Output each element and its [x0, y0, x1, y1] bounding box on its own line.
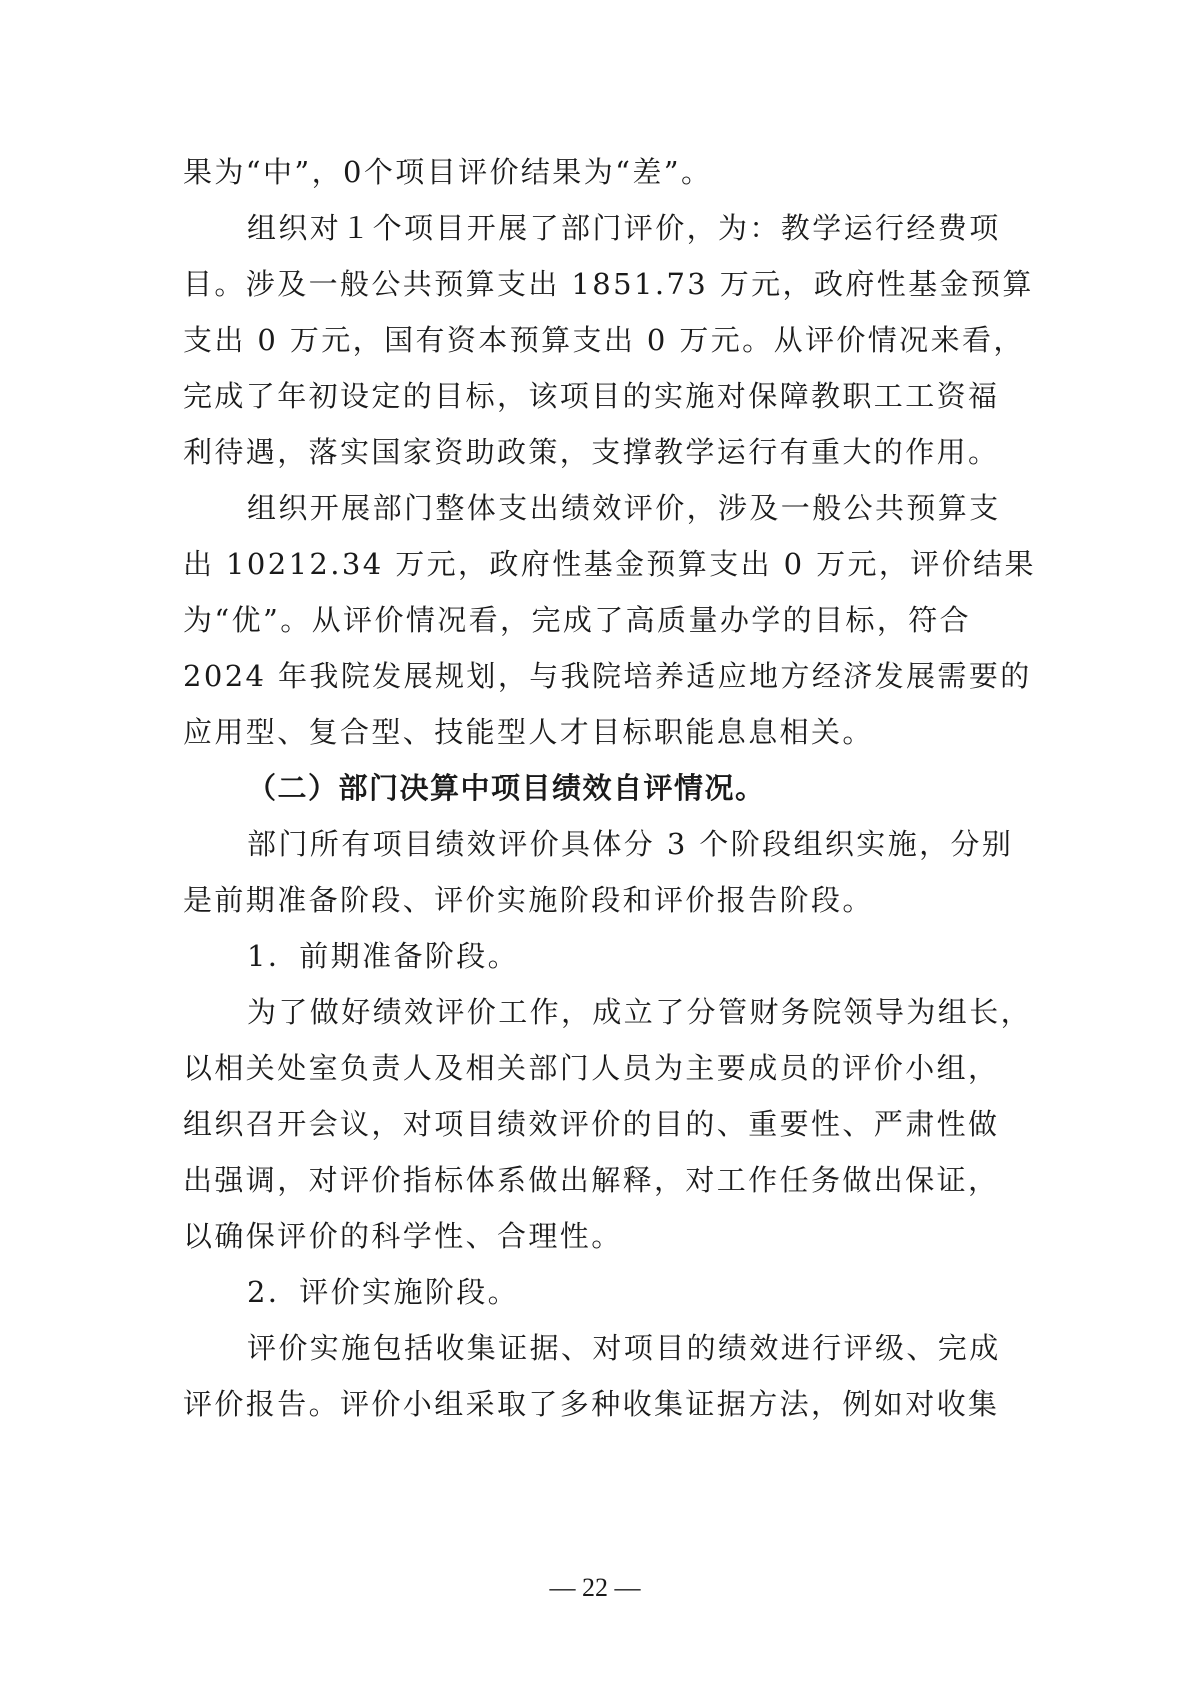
paragraph-line: 部门所有项目绩效评价具体分 3 个阶段组织实施，分别 — [247, 827, 1014, 861]
paragraph-line: 2024 年我院发展规划，与我院培养适应地方经济发展需要的 — [183, 659, 1032, 693]
paragraph-line: 组织召开会议，对项目绩效评价的目的、重要性、严肃性做 — [183, 1107, 1000, 1141]
paragraph-line: 以确保评价的科学性、合理性。 — [183, 1219, 623, 1253]
paragraph-line: 为“优”。从评价情况看，完成了高质量办学的目标，符合 — [183, 603, 972, 637]
paragraph-line: 组织对１个项目开展了部门评价，为：教学运行经费项 — [247, 211, 1001, 245]
paragraph-line: 组织开展部门整体支出绩效评价，涉及一般公共预算支 — [247, 491, 1001, 525]
paragraph-line: 完成了年初设定的目标，该项目的实施对保障教职工工资福 — [183, 379, 1000, 413]
paragraph-line: 出强调，对评价指标体系做出解释，对工作任务做出保证， — [183, 1163, 1000, 1197]
paragraph-line: 应用型、复合型、技能型人才目标职能息息相关。 — [183, 715, 874, 749]
paragraph-line: 评价实施包括收集证据、对项目的绩效进行评级、完成 — [247, 1331, 1001, 1365]
paragraph-line: 出 10212.34 万元，政府性基金预算支出 0 万元，评价结果 — [183, 547, 1036, 581]
paragraph-line: 目。涉及一般公共预算支出 1851.73 万元，政府性基金预算 — [183, 267, 1034, 301]
paragraph-line: 果为“中”，0个项目评价结果为“差”。 — [183, 155, 713, 189]
section-heading: （二）部门决算中项目绩效自评情况。 — [247, 771, 766, 805]
paragraph-line: 为了做好绩效评价工作，成立了分管财务院领导为组长， — [247, 995, 1033, 1029]
paragraph-line: 是前期准备阶段、评价实施阶段和评价报告阶段。 — [183, 883, 874, 917]
paragraph-line: 以相关处室负责人及相关部门人员为主要成员的评价小组， — [183, 1051, 1000, 1085]
page-number: — 22 — — [549, 1573, 641, 1602]
subsection-heading: 2．评价实施阶段。 — [247, 1275, 520, 1309]
subsection-heading: 1．前期准备阶段。 — [247, 939, 520, 973]
paragraph-line: 利待遇，落实国家资助政策，支撑教学运行有重大的作用。 — [183, 435, 1000, 469]
paragraph-line: 支出 0 万元，国有资本预算支出 0 万元。从评价情况来看， — [183, 323, 1025, 357]
paragraph-line: 评价报告。评价小组采取了多种收集证据方法，例如对收集 — [183, 1387, 1000, 1421]
